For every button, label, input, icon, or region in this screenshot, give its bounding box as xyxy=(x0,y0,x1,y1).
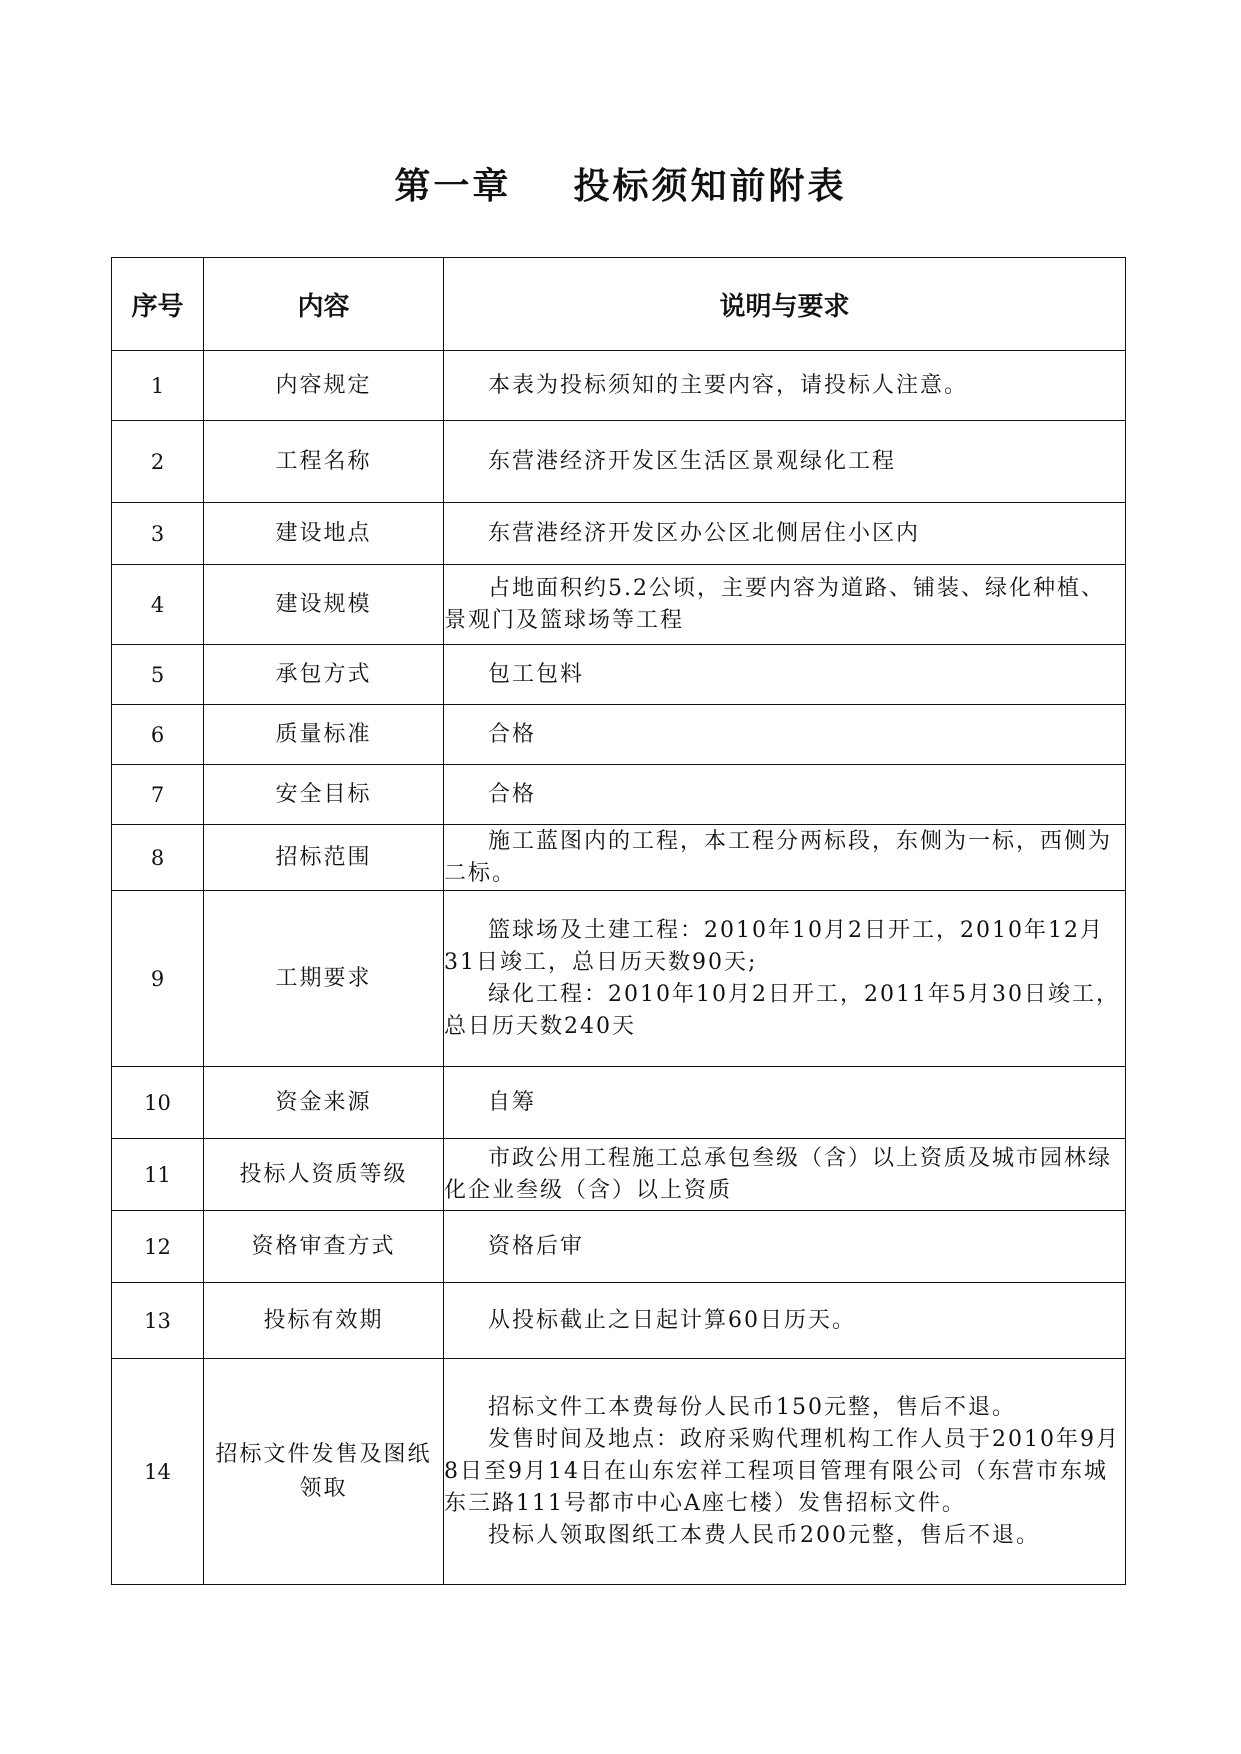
table-row xyxy=(112,645,1126,705)
description-paragraph: 资格后审 xyxy=(488,1233,585,1259)
table-row xyxy=(112,565,1126,645)
row-number: 3 xyxy=(112,503,204,565)
table-row xyxy=(112,351,1126,421)
description-paragraph: 合格 xyxy=(488,781,537,807)
row-description xyxy=(444,565,1126,645)
row-number: 11 xyxy=(112,1139,204,1211)
row-number: 1 xyxy=(112,351,204,421)
bid-instructions-table xyxy=(111,257,1126,1585)
table-row xyxy=(112,1067,1126,1139)
table-row xyxy=(112,765,1126,825)
table-body xyxy=(112,351,1126,1585)
row-item: 内容规定 xyxy=(204,351,444,421)
table-row xyxy=(112,705,1126,765)
row-description xyxy=(444,1283,1126,1359)
description-paragraph: 发售时间及地点：政府采购代理机构工作人员于2010年9月8日至9月14日在山东宏祥工程项目管理有限公司（东营市东城东三路111号都市中心A座七楼）发售招标文件。 xyxy=(444,1426,1120,1516)
row-description xyxy=(444,645,1126,705)
row-item: 安全目标 xyxy=(204,765,444,825)
row-item: 投标人资质等级 xyxy=(204,1139,444,1211)
description-paragraph: 包工包料 xyxy=(488,661,585,687)
description-paragraph: 从投标截止之日起计算60日历天。 xyxy=(488,1307,856,1333)
table-row xyxy=(112,421,1126,503)
table-header-row xyxy=(112,258,1126,351)
description-paragraph: 招标文件工本费每份人民币150元整，售后不退。 xyxy=(488,1394,1016,1420)
description-paragraph: 市政公用工程施工总承包叁级（含）以上资质及城市园林绿化企业叁级（含）以上资质 xyxy=(444,1145,1113,1203)
row-description xyxy=(444,825,1126,891)
row-description xyxy=(444,1139,1126,1211)
table-row xyxy=(112,1139,1126,1211)
row-number: 6 xyxy=(112,705,204,765)
row-description xyxy=(444,421,1126,503)
row-number: 12 xyxy=(112,1211,204,1283)
description-paragraph: 本表为投标须知的主要内容，请投标人注意。 xyxy=(488,372,969,398)
row-description xyxy=(444,891,1126,1067)
row-number: 5 xyxy=(112,645,204,705)
table-row xyxy=(112,1283,1126,1359)
row-item: 质量标准 xyxy=(204,705,444,765)
row-number: 8 xyxy=(112,825,204,891)
row-description xyxy=(444,705,1126,765)
row-item: 投标有效期 xyxy=(204,1283,444,1359)
description-paragraph: 自筹 xyxy=(488,1089,537,1115)
description-paragraph: 东营港经济开发区生活区景观绿化工程 xyxy=(488,448,897,474)
description-paragraph: 合格 xyxy=(488,721,537,747)
row-item: 工程名称 xyxy=(204,421,444,503)
row-item: 资金来源 xyxy=(204,1067,444,1139)
row-number: 10 xyxy=(112,1067,204,1139)
row-number: 7 xyxy=(112,765,204,825)
description-paragraph: 东营港经济开发区办公区北侧居住小区内 xyxy=(488,520,921,546)
row-number: 14 xyxy=(112,1359,204,1585)
description-paragraph: 施工蓝图内的工程，本工程分两标段，东侧为一标，西侧为二标。 xyxy=(444,828,1113,886)
row-description xyxy=(444,765,1126,825)
row-number: 2 xyxy=(112,421,204,503)
row-description xyxy=(444,1359,1126,1585)
description-paragraph: 投标人领取图纸工本费人民币200元整，售后不退。 xyxy=(488,1522,1040,1548)
row-item: 资格审查方式 xyxy=(204,1211,444,1283)
header-no: 序号 xyxy=(112,258,204,351)
row-number: 9 xyxy=(112,891,204,1067)
table-row xyxy=(112,1211,1126,1283)
row-item: 招标文件发售及图纸领取 xyxy=(204,1359,444,1585)
row-description xyxy=(444,503,1126,565)
table-row xyxy=(112,825,1126,891)
header-desc: 说明与要求 xyxy=(444,258,1126,351)
description-paragraph: 占地面积约5.2公顷，主要内容为道路、铺装、绿化种植、景观门及篮球场等工程 xyxy=(444,575,1105,633)
page-title: 第一章 投标须知前附表 xyxy=(394,166,847,207)
header-item: 内容 xyxy=(204,258,444,351)
row-item: 建设地点 xyxy=(204,503,444,565)
description-paragraph: 篮球场及土建工程：2010年10月2日开工，2010年12月31日竣工，总日历天数90天; xyxy=(444,917,1104,975)
table-row xyxy=(112,503,1126,565)
row-description xyxy=(444,1067,1126,1139)
row-item: 招标范围 xyxy=(204,825,444,891)
row-item: 建设规模 xyxy=(204,565,444,645)
row-item: 承包方式 xyxy=(204,645,444,705)
table-row xyxy=(112,891,1126,1067)
row-description xyxy=(444,351,1126,421)
row-number: 4 xyxy=(112,565,204,645)
row-number: 13 xyxy=(112,1283,204,1359)
description-paragraph: 绿化工程：2010年10月2日开工，2011年5月30日竣工，总日历天数240天 xyxy=(444,981,1120,1039)
table-row xyxy=(112,1359,1126,1585)
row-description xyxy=(444,1211,1126,1283)
row-item: 工期要求 xyxy=(204,891,444,1067)
